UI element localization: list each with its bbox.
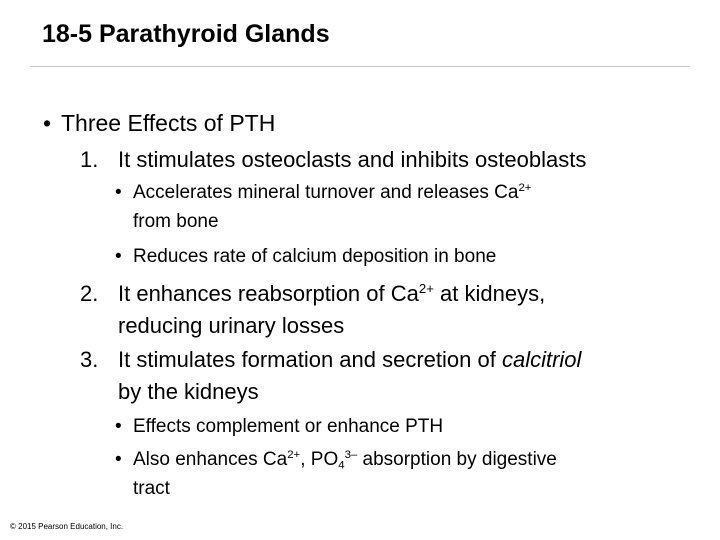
effect-3-subpoint-2-continued: tract [133,478,170,499]
effect-1-number: 1. [80,147,99,172]
effect-1-subpoint-1-continued: from bone [133,211,219,232]
phosphate-subscript: 4 [338,459,345,472]
heading-three-effects: Three Effects of PTH [61,110,276,136]
effect-1-subpoint-1 [133,182,531,204]
effect-1-subpoint-2: Reduces rate of calcium deposition in bone [133,246,497,267]
ion-charge: 2+ [287,449,301,462]
effect-2-text [118,281,545,307]
effect-3-number: 3. [80,347,99,372]
effect-text: It enhances reabsorption of Ca [118,281,419,306]
subpoint-text: Also enhances Ca [133,449,288,470]
effect-3-text-continued: by the kidneys [118,379,259,404]
bullet-icon: • [115,416,122,437]
ion-charge: 2+ [418,281,434,297]
effect-3-subpoint-1: Effects complement or enhance PTH [133,416,444,437]
subpoint-text: absorption by digestive [357,449,557,470]
effect-2-text-continued: reducing urinary losses [118,313,345,338]
bullet-icon: • [115,182,122,203]
bullet-icon: • [43,110,52,136]
effect-3-text [118,347,581,373]
calcitriol-term: calcitriol [501,347,582,372]
subpoint-text: , PO [300,449,339,470]
copyright-footer: © 2015 Pearson Education, Inc. [10,522,124,531]
effect-3-subpoint-2 [133,449,557,471]
subpoint-text: Accelerates mineral turnover and releases Ca [133,182,519,203]
bullet-icon: • [115,246,122,267]
effect-2-number: 2. [80,281,99,306]
title-divider [30,66,690,67]
page-title: 18-5 Parathyroid Glands [42,20,330,48]
ion-charge: 3– [344,449,358,462]
ion-charge: 2+ [518,182,532,195]
effect-1-text: It stimulates osteoclasts and inhibits osteoblasts [118,147,587,172]
bullet-icon: • [115,449,122,470]
effect-text: at kidneys, [433,281,546,306]
effect-text: It stimulates formation and secretion of [118,347,502,372]
